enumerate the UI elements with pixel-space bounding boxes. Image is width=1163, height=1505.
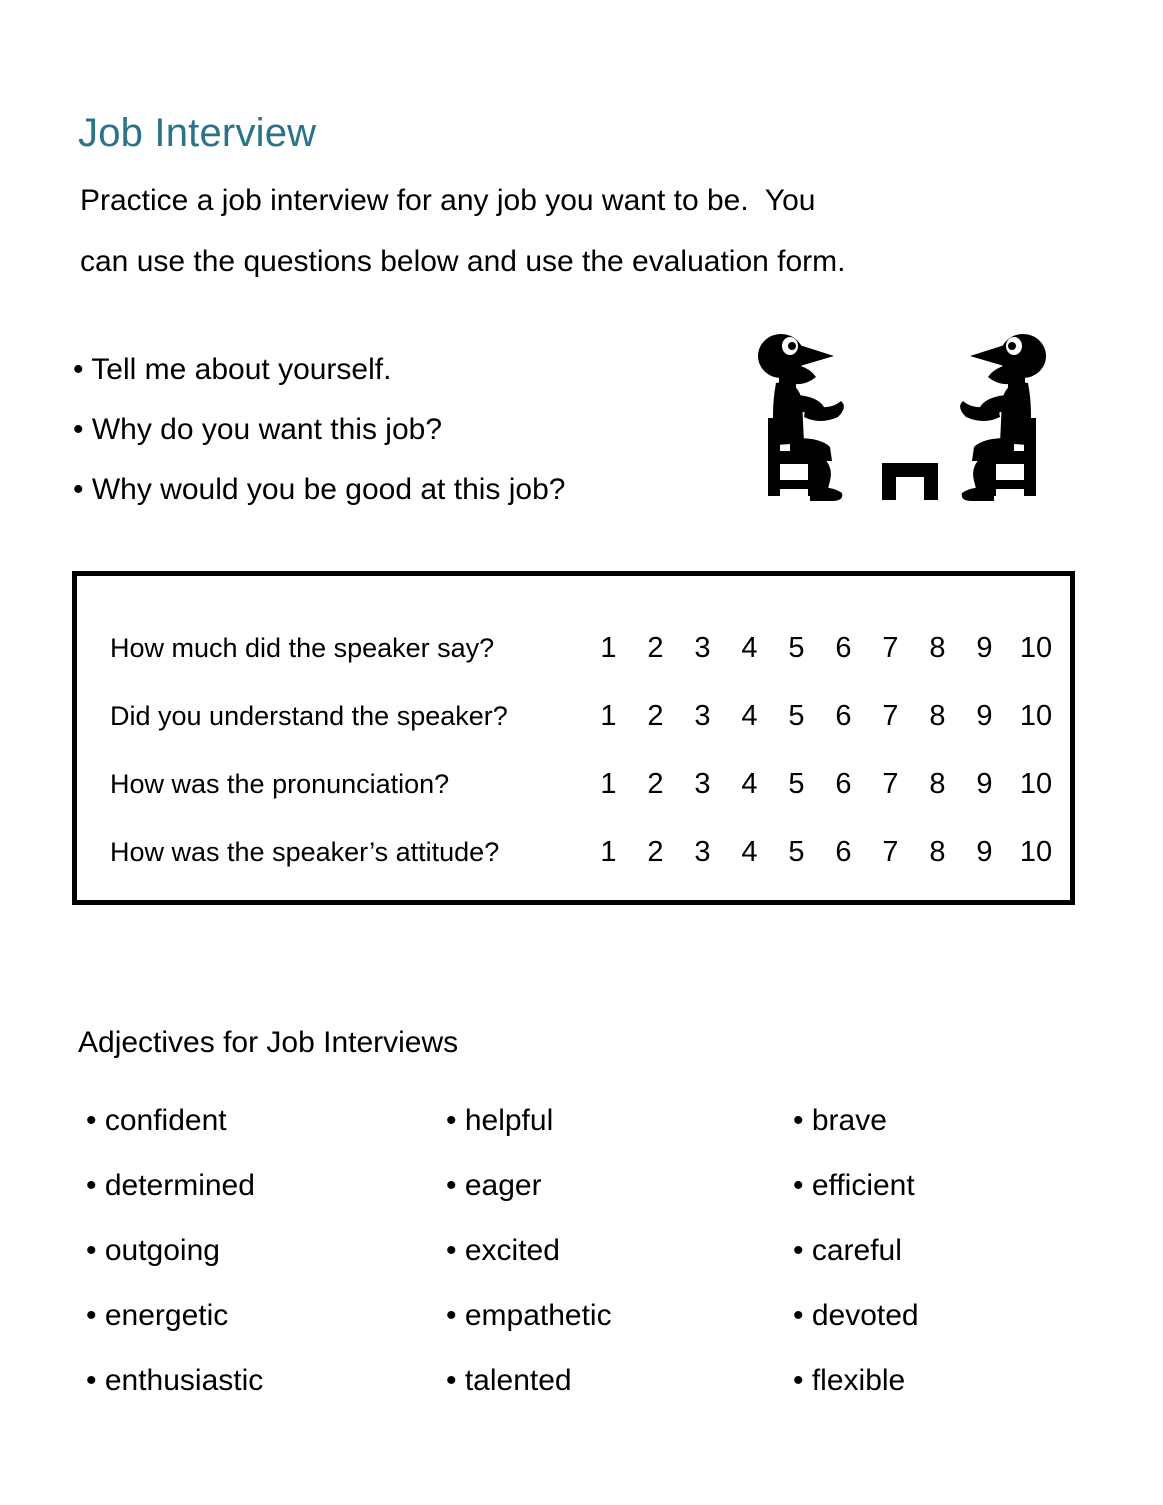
rating-option[interactable]: 9: [976, 767, 993, 800]
rating-option[interactable]: 3: [694, 699, 711, 732]
rating-option[interactable]: 8: [929, 699, 946, 732]
rating-option[interactable]: 4: [741, 699, 758, 732]
rating-scale: [585, 836, 1064, 869]
list-item: • enthusiastic: [86, 1364, 264, 1397]
rating-option[interactable]: 5: [788, 699, 805, 732]
list-item: • outgoing: [86, 1234, 220, 1267]
evaluation-question: How was the pronunciation?: [110, 768, 450, 799]
rating-option[interactable]: 6: [835, 835, 852, 868]
rating-option[interactable]: 3: [694, 835, 711, 868]
list-item: • flexible: [793, 1364, 906, 1397]
rating-option[interactable]: 3: [694, 631, 711, 664]
intro-line: Practice a job interview for any job you want to be. You: [80, 184, 816, 217]
rating-scale: [585, 700, 1064, 733]
rating-scale: [585, 632, 1064, 665]
rating-option[interactable]: 2: [647, 767, 664, 800]
evaluation-question: Did you understand the speaker?: [110, 700, 508, 731]
adjectives-heading: Adjectives for Job Interviews: [78, 1025, 459, 1059]
rating-option[interactable]: 10: [1019, 835, 1053, 868]
evaluation-question: How much did the speaker say?: [110, 632, 495, 663]
adjectives-columns: [0, 1088, 1163, 1413]
page-title: Job Interview: [78, 110, 317, 155]
rating-option[interactable]: 8: [929, 767, 946, 800]
rating-option[interactable]: 7: [882, 699, 899, 732]
list-item: • excited: [446, 1234, 560, 1267]
adjectives-column: [793, 1088, 1093, 1413]
rating-option[interactable]: 4: [741, 767, 758, 800]
rating-option[interactable]: 6: [835, 767, 852, 800]
rating-option[interactable]: 1: [600, 631, 617, 664]
rating-option[interactable]: 10: [1019, 631, 1053, 664]
two-people-interview-illustration: [746, 325, 1058, 505]
list-item: • determined: [86, 1169, 255, 1202]
rating-option[interactable]: 7: [882, 767, 899, 800]
rating-option[interactable]: 2: [647, 631, 664, 664]
adjectives-column: [446, 1088, 793, 1413]
list-item: • careful: [793, 1234, 902, 1267]
rating-scale: [585, 768, 1064, 801]
list-item: • confident: [86, 1104, 227, 1137]
list-item: • Why would you be good at this job?: [73, 473, 566, 506]
rating-option[interactable]: 9: [976, 835, 993, 868]
list-item: • eager: [446, 1169, 542, 1202]
rating-option[interactable]: 7: [882, 631, 899, 664]
rating-option[interactable]: 4: [741, 631, 758, 664]
list-item: • devoted: [793, 1299, 919, 1332]
list-item: • Tell me about yourself.: [73, 353, 392, 386]
rating-option[interactable]: 10: [1019, 699, 1053, 732]
rating-option[interactable]: 1: [600, 835, 617, 868]
table-row: [110, 682, 1060, 750]
rating-option[interactable]: 1: [600, 699, 617, 732]
rating-option[interactable]: 7: [882, 835, 899, 868]
rating-option[interactable]: 8: [929, 631, 946, 664]
rating-option[interactable]: 5: [788, 835, 805, 868]
rating-option[interactable]: 9: [976, 631, 993, 664]
list-item: • empathetic: [446, 1299, 612, 1332]
rating-option[interactable]: 2: [647, 835, 664, 868]
table-row: [110, 614, 1060, 682]
table-row: [110, 750, 1060, 818]
adjectives-column: [86, 1088, 446, 1413]
rating-option[interactable]: 6: [835, 631, 852, 664]
rating-option[interactable]: 5: [788, 767, 805, 800]
list-item: • Why do you want this job?: [73, 413, 443, 446]
list-item: • efficient: [793, 1169, 915, 1202]
list-item: • energetic: [86, 1299, 229, 1332]
evaluation-question: How was the speaker’s attitude?: [110, 836, 500, 867]
evaluation-form-box: [72, 571, 1075, 905]
list-item: • brave: [793, 1104, 887, 1137]
rating-option[interactable]: 3: [694, 767, 711, 800]
rating-option[interactable]: 6: [835, 699, 852, 732]
list-item: • helpful: [446, 1104, 554, 1137]
rating-option[interactable]: 9: [976, 699, 993, 732]
intro-line: can use the questions below and use the evaluation form.: [80, 245, 846, 278]
interview-questions-list: [73, 340, 733, 520]
intro-paragraph: [80, 170, 1060, 292]
evaluation-rows: [110, 614, 1060, 886]
rating-option[interactable]: 10: [1019, 767, 1053, 800]
rating-option[interactable]: 1: [600, 767, 617, 800]
rating-option[interactable]: 8: [929, 835, 946, 868]
rating-option[interactable]: 2: [647, 699, 664, 732]
list-item: • talented: [446, 1364, 572, 1397]
rating-option[interactable]: 5: [788, 631, 805, 664]
rating-option[interactable]: 4: [741, 835, 758, 868]
table-row: [110, 818, 1060, 886]
